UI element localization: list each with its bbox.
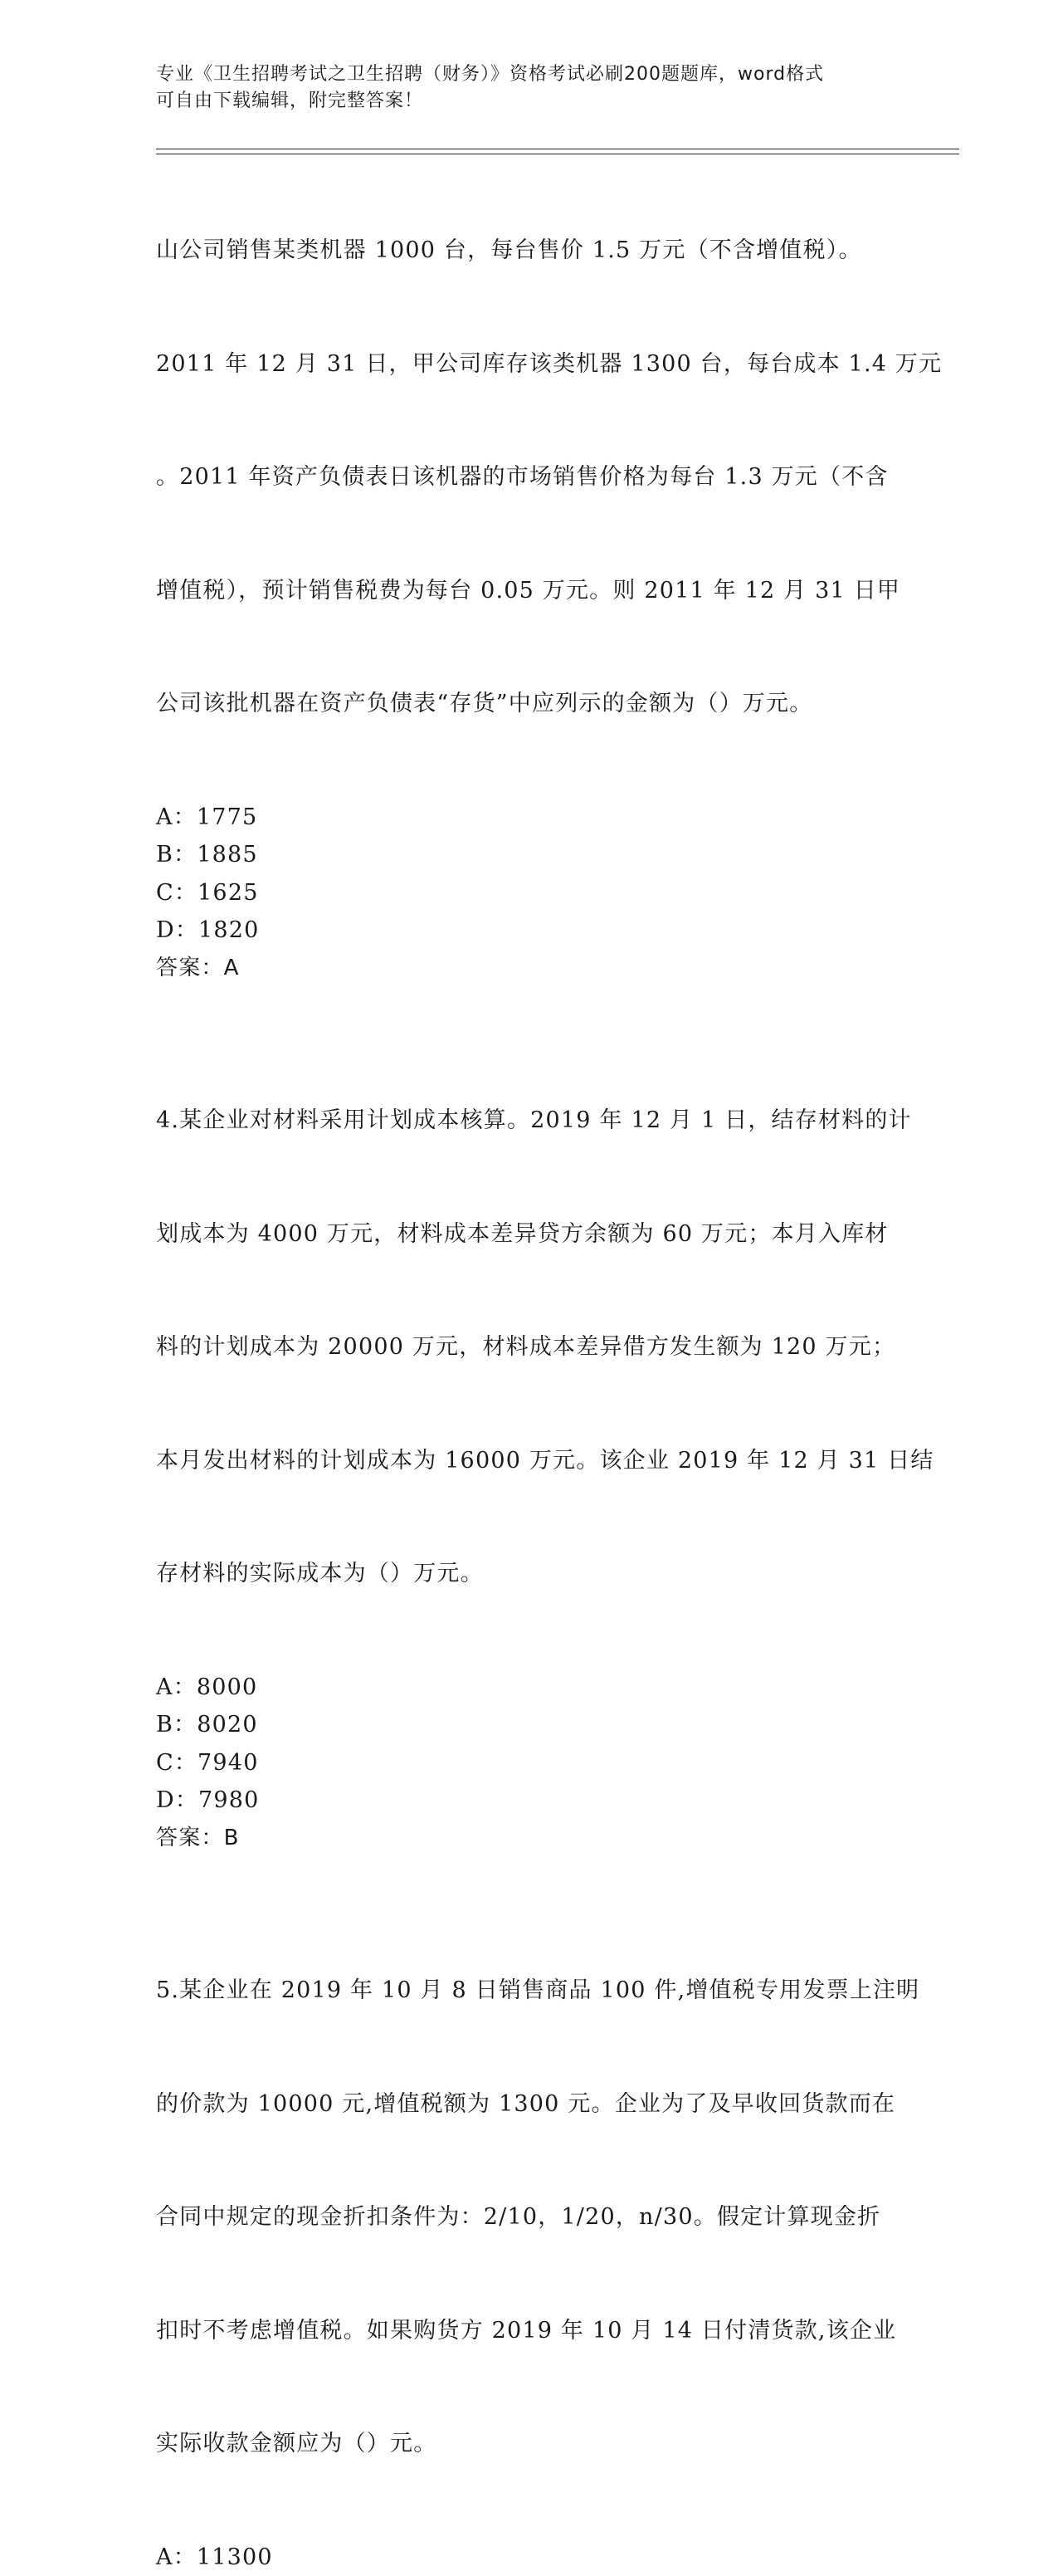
option-b: B：8020 [156,1706,903,1744]
header-title-line-1: 专业《卫生招聘考试之卫生招聘（财务）》资格考试必刷200题题库，word格式 [156,61,886,88]
question-stem-line: 2011 年 12 月 31 日，甲公司库存该类机器 1300 台，每台成本 1.4 万元 [156,345,903,384]
question-stem-line: 山公司销售某类机器 1000 台，每台售价 1.5 万元（不含增值税）。 [156,232,903,270]
option-a: A：11300 [156,2539,903,2576]
question-stem-line: 4.某企业对材料采用计划成本核算。2019 年 12 月 1 日，结存材料的计 [156,1102,903,1140]
question-stem-line: 存材料的实际成本为（）万元。 [156,1555,903,1593]
question-spacer [156,1857,903,1896]
question-stem-line: 本月发出材料的计划成本为 16000 万元。该企业 2019 年 12 月 31 日结 [156,1442,903,1480]
answer-label: 答案：A [156,950,903,988]
question-stem-line: 实际收款金额应为（）元。 [156,2425,903,2463]
question-stem-line: 料的计划成本为 20000 万元，材料成本差异借方发生额为 120 万元； [156,1328,903,1366]
option-d: D：7980 [156,1782,903,1820]
option-a: A：8000 [156,1669,903,1707]
question-stem-line: 。2011 年资产负债表日该机器的市场销售价格为每台 1.3 万元（不含 [156,458,903,496]
option-c: C：7940 [156,1744,903,1782]
option-a: A：1775 [156,799,903,837]
question-list [156,156,903,2576]
question-stem-line: 的价款为 10000 元,增值税额为 1300 元。企业为了及早收回货款而在 [156,2085,903,2124]
question-stem-line: 划成本为 4000 万元，材料成本差异贷方余额为 60 万元；本月入库材 [156,1215,903,1254]
question-item [156,1896,903,2576]
document-header [156,61,886,115]
option-b: B：1885 [156,836,903,874]
answer-label: 答案：B [156,1820,903,1858]
option-d: D：1820 [156,912,903,950]
option-c: C：1625 [156,874,903,912]
question-stem-line: 公司该批机器在资产负债表“存货”中应列示的金额为（）万元。 [156,685,903,723]
question-spacer [156,987,903,1026]
question-stem-line: 5.某企业在 2019 年 10 月 8 日销售商品 100 件,增值税专用发票上注明 [156,1972,903,2010]
question-stem-line: 合同中规定的现金折扣条件为：2/10，1/20，n/30。假定计算现金折 [156,2198,903,2236]
question-stem-line: 扣时不考虑增值税。如果购货方 2019 年 10 月 14 日付清货款,该企业 [156,2312,903,2350]
question-stem [156,156,903,799]
question-item [156,1026,903,1857]
question-item [156,156,903,987]
question-stem-line: 增值税），预计销售税费为每台 0.05 万元。则 2011 年 12 月 31 日甲 [156,572,903,610]
question-stem [156,1896,903,2539]
header-title-line-2: 可自由下载编辑，附完整答案！ [156,88,886,115]
question-stem [156,1026,903,1669]
